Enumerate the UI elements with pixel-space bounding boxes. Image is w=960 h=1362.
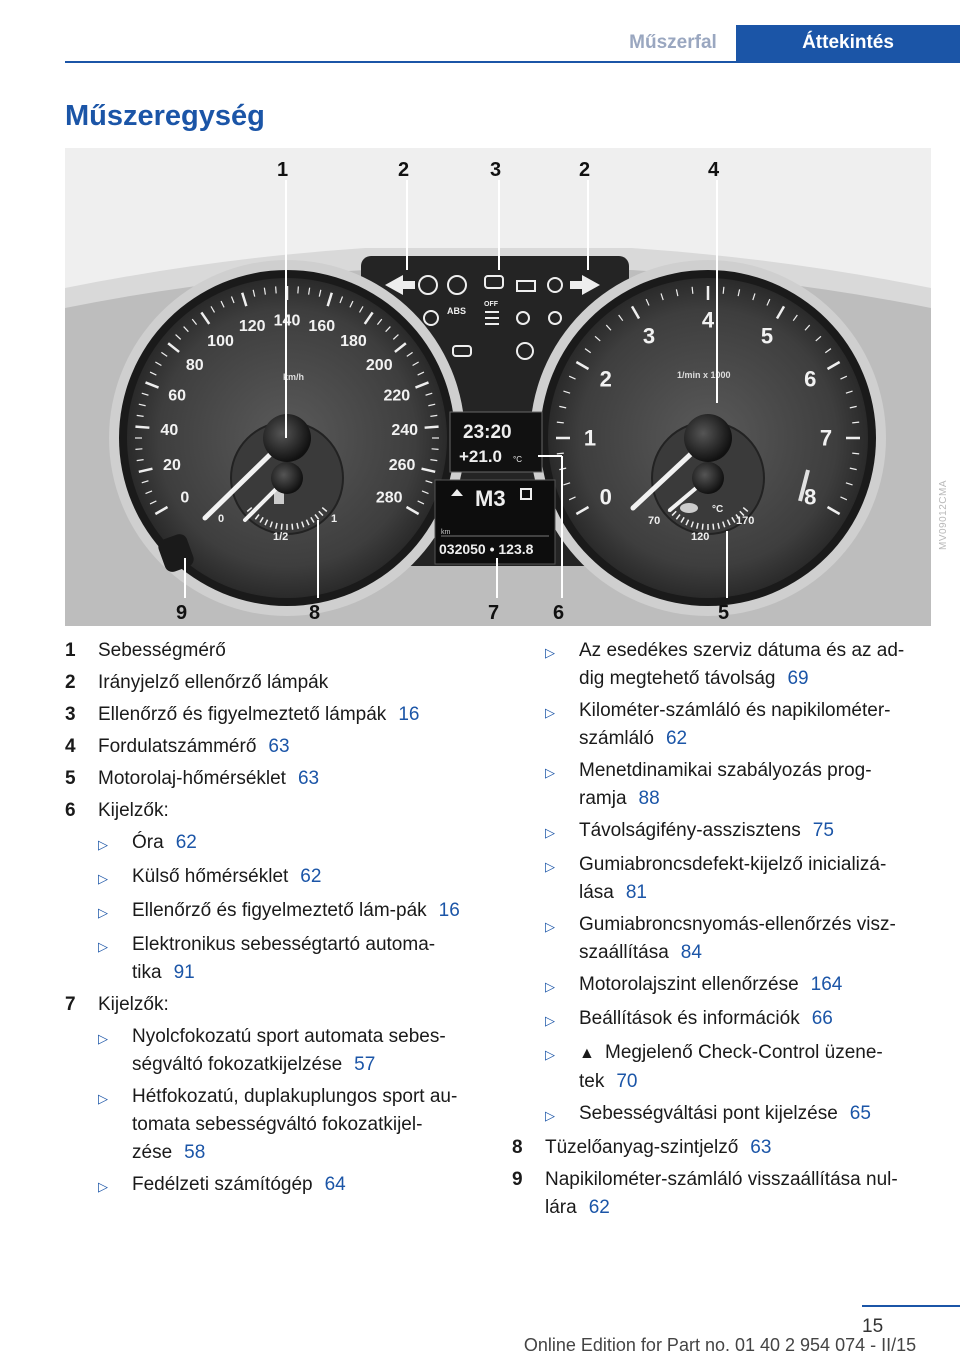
legend-text: Elektronikus sebességtartó automa-tika [132, 934, 436, 983]
gauge-tick [292, 524, 293, 530]
legend-text: Irányjelző ellenőrző lámpák [98, 672, 329, 693]
dial-label: 7 [819, 425, 833, 451]
legend-item [65, 701, 480, 729]
legend-text: Fordulatszámmérő [98, 736, 257, 757]
legend-number: 2 [65, 672, 76, 693]
legend-subitem [65, 863, 480, 893]
bullet-triangle-icon: ▷ [98, 905, 108, 920]
legend-subitem [512, 1005, 917, 1035]
callout-8: 8 [309, 602, 321, 624]
legend-subitem [512, 637, 917, 693]
legend-subitem [512, 817, 917, 847]
callout-3: 3 [490, 159, 502, 181]
fuel-label-0: 0 [218, 513, 225, 525]
bullet-triangle-icon: ▷ [545, 1108, 555, 1123]
dial-label: 4 [701, 307, 715, 333]
dial-tick [557, 422, 564, 423]
km-label: km [441, 529, 451, 536]
dial-tick [298, 286, 299, 293]
callout-4: 4 [708, 159, 720, 181]
dial-label: 280 [375, 489, 403, 507]
page-reference-link[interactable]: 164 [810, 974, 843, 995]
dial-label: 6 [804, 366, 817, 392]
legend-text: Ellenőrző és figyelmeztető lám-pák [132, 900, 427, 921]
dial-tick [432, 449, 439, 450]
page-reference-link[interactable]: 75 [812, 820, 834, 841]
tach-unit: 1/min x 1000 [677, 370, 731, 380]
legend-text: Menetdinamikai szabályozás prog-ramja [579, 760, 872, 809]
legend-text: Gumiabroncsdefekt-kijelző inicializá-lása [579, 854, 887, 903]
legend-text: Fedélzeti számítógép [132, 1174, 313, 1195]
callout-2b: 2 [579, 159, 591, 181]
page-reference-link[interactable]: 69 [787, 668, 809, 689]
legend-subitem [512, 757, 917, 813]
dial-label: 1 [583, 425, 597, 451]
legend-item [65, 991, 480, 1019]
page-number: 15 [862, 1316, 884, 1337]
legend-subitem [512, 1100, 917, 1130]
dial-label: 20 [163, 456, 181, 474]
warning-triangle-icon: ▲ [579, 1045, 595, 1062]
page-reference-link[interactable]: 57 [354, 1054, 376, 1075]
subsection-tab[interactable]: Áttekintés [736, 25, 960, 61]
dial-label: 200 [365, 357, 393, 375]
callout-2a: 2 [398, 159, 410, 181]
outside-temp-unit: °C [513, 455, 522, 464]
legend-item [65, 765, 480, 793]
bullet-triangle-icon: ▷ [98, 1091, 108, 1106]
cluster-svg [65, 148, 931, 626]
callout-6: 6 [553, 602, 565, 624]
legend-item [512, 1166, 917, 1222]
legend-number: 9 [512, 1169, 523, 1190]
legend-text: Motorolajszint ellenőrzése [579, 974, 799, 995]
dial-tick [852, 453, 859, 454]
legend-right-column [512, 637, 917, 1226]
legend-subitem [512, 851, 917, 907]
oil-label-70: 70 [648, 515, 661, 527]
dial-tick [692, 287, 693, 294]
legend-text: Tüzelőanyag-szintjelző [545, 1137, 739, 1158]
page-reference-link[interactable]: 64 [324, 1174, 346, 1195]
bullet-triangle-icon: ▷ [545, 919, 555, 934]
callout-5: 5 [718, 602, 730, 624]
legend-number: 6 [65, 800, 76, 821]
instrument-cluster-figure [65, 148, 931, 626]
legend-text: Napikilométer-számláló visszaállítása nul-lára [545, 1169, 898, 1218]
legend-text: Motorolaj-hőmérséklet [98, 768, 286, 789]
legend-text: Sebességmérő [98, 640, 226, 661]
gauge-tick [702, 524, 703, 530]
bullet-triangle-icon: ▷ [545, 705, 555, 720]
legend-subitem [65, 1171, 480, 1201]
legend-text: Nyolcfokozatú sport automata sebes-ségváltó fokozatkijelzése [132, 1026, 446, 1075]
bullet-triangle-icon: ▷ [98, 1031, 108, 1046]
legend-number: 3 [65, 704, 76, 725]
dial-tick [135, 449, 142, 450]
legend-text: Hétfokozatú, duplakuplungos sport au-tomata sebességváltó fokozatkijel-zése [132, 1086, 458, 1163]
page-reference-link[interactable]: 62 [300, 866, 322, 887]
dial-label: 0 [180, 489, 190, 507]
page-reference-link[interactable]: 63 [268, 736, 290, 757]
bullet-triangle-icon: ▷ [545, 1047, 555, 1062]
page-reference-link[interactable]: 63 [750, 1137, 772, 1158]
dial-label: 120 [238, 317, 266, 335]
page-reference-link[interactable]: 58 [184, 1142, 206, 1163]
page-reference-link[interactable]: 66 [811, 1008, 833, 1029]
callout-1: 1 [277, 159, 289, 181]
legend-text: Gumiabroncsnyomás-ellenőrzés visz-szaállítása [579, 914, 896, 963]
oil-can-icon [680, 503, 698, 513]
legend-number: 1 [65, 640, 76, 661]
page-reference-link[interactable]: 91 [173, 962, 195, 983]
page-reference-link[interactable]: 16 [438, 900, 460, 921]
page-reference-link[interactable]: 81 [625, 882, 647, 903]
bullet-triangle-icon: ▷ [545, 859, 555, 874]
fuel-label-1: 1 [331, 513, 338, 525]
legend-subitem [65, 829, 480, 859]
footer-rule [862, 1305, 960, 1307]
dial-label: 240 [391, 421, 419, 439]
dial-label: 180 [340, 333, 367, 351]
legend-item [65, 669, 480, 697]
oil-label-120: 120 [691, 531, 710, 543]
bullet-triangle-icon: ▷ [545, 979, 555, 994]
legend-text: Kilométer-számláló és napikilométer-számláló [579, 700, 891, 749]
bullet-triangle-icon: ▷ [545, 765, 555, 780]
legend-item [65, 797, 480, 825]
bullet-triangle-icon: ▷ [98, 837, 108, 852]
gear-indicator: M3 [475, 486, 506, 511]
abs-label: ABS [447, 306, 467, 316]
legend-subitem [512, 911, 917, 967]
legend-number: 8 [512, 1137, 523, 1158]
callout-7: 7 [488, 602, 500, 624]
page-reference-link[interactable]: 62 [175, 832, 197, 853]
dial-label: 5 [760, 323, 774, 349]
legend-text: Kijelzők: [98, 994, 169, 1015]
bullet-triangle-icon: ▷ [98, 1179, 108, 1194]
bullet-triangle-icon: ▷ [545, 645, 555, 660]
header-tabs [610, 25, 960, 61]
page-reference-link[interactable]: 62 [588, 1197, 610, 1218]
legend-text: Távolságifény-asszisztens [579, 820, 801, 841]
dial-tick [723, 287, 724, 294]
page-reference-link[interactable]: 62 [665, 728, 688, 749]
dial-label: 2 [599, 366, 612, 392]
dial-label: 40 [160, 421, 179, 439]
dial-tick [425, 427, 439, 428]
legend-text: Óra [132, 832, 164, 853]
section-tab[interactable]: Műszerfal [629, 32, 717, 53]
dial-label: 0 [599, 484, 612, 510]
legend-text: Az esedékes szerviz dátuma és az ad-dig megtehető távolság [579, 640, 905, 689]
legend-item [512, 1134, 917, 1162]
legend-subitem [65, 897, 480, 927]
page-reference-link[interactable]: 88 [638, 788, 660, 809]
legend-number: 4 [65, 736, 76, 757]
dsc-off-label: OFF [484, 301, 498, 308]
dial-label: 140 [273, 312, 301, 330]
gauge-tick [713, 524, 714, 530]
dial-label: 60 [168, 387, 187, 405]
legend-item [65, 637, 480, 665]
dial-label: 260 [388, 456, 416, 474]
bullet-triangle-icon: ▷ [98, 871, 108, 886]
clock-readout: 23:20 [463, 422, 512, 443]
legend-subitem [512, 971, 917, 1001]
legend-text: Kijelzők: [98, 800, 169, 821]
legend-subitem [512, 697, 917, 753]
legend-text: Ellenőrző és figyelmeztető lámpák [98, 704, 387, 725]
legend-text: Megjelenő Check-Control üzene-tek [579, 1042, 883, 1092]
dial-tick [557, 453, 564, 454]
fuel-label-half: 1/2 [273, 531, 289, 543]
dial-label: 8 [804, 484, 817, 510]
dial-label: 3 [642, 323, 656, 349]
bullet-triangle-icon: ▷ [545, 1013, 555, 1028]
legend-subitem [65, 931, 480, 987]
bullet-triangle-icon: ▷ [98, 939, 108, 954]
page-reference-link[interactable]: 84 [680, 942, 702, 963]
dial-label: 220 [383, 387, 411, 405]
page-reference-link[interactable]: 65 [849, 1103, 871, 1124]
legend-subitem [65, 1023, 480, 1079]
legend-text: Sebességváltási pont kijelzése [579, 1103, 838, 1124]
figure-code: MV09012CMA [938, 479, 949, 550]
odometer-readout: 032050 • 123.8 [439, 541, 534, 557]
oil-label-unit: °C [712, 504, 724, 515]
speed-unit: km/h [283, 372, 305, 382]
dial-label: 80 [185, 357, 204, 375]
dial-tick [852, 422, 859, 423]
dial-tick [276, 286, 277, 293]
page-title: Műszeregység [65, 100, 265, 132]
page-reference-link[interactable]: 16 [398, 704, 420, 725]
callout-9: 9 [176, 602, 188, 624]
edition-footer: Online Edition for Part no. 01 40 2 954 074 - II/15 [523, 1335, 917, 1355]
legend-text: Külső hőmérséklet [132, 866, 289, 887]
header-rule [65, 61, 960, 63]
legend-number: 5 [65, 768, 76, 789]
page-reference-link[interactable]: 70 [616, 1071, 638, 1092]
dial-label: 100 [207, 333, 234, 351]
legend-number: 7 [65, 994, 76, 1015]
dial-tick [135, 427, 149, 428]
gauge-tick [281, 524, 282, 530]
legend-text: Beállítások és információk [579, 1008, 800, 1029]
oil-label-170: 170 [736, 515, 755, 527]
bullet-triangle-icon: ▷ [545, 825, 555, 840]
legend-left-column [65, 637, 480, 1205]
dial-label: 160 [308, 317, 336, 335]
outside-temp-readout: +21.0 [459, 447, 503, 466]
legend-item [65, 733, 480, 761]
legend-subitem [512, 1039, 917, 1096]
page-reference-link[interactable]: 63 [297, 768, 320, 789]
legend-subitem [65, 1083, 480, 1167]
